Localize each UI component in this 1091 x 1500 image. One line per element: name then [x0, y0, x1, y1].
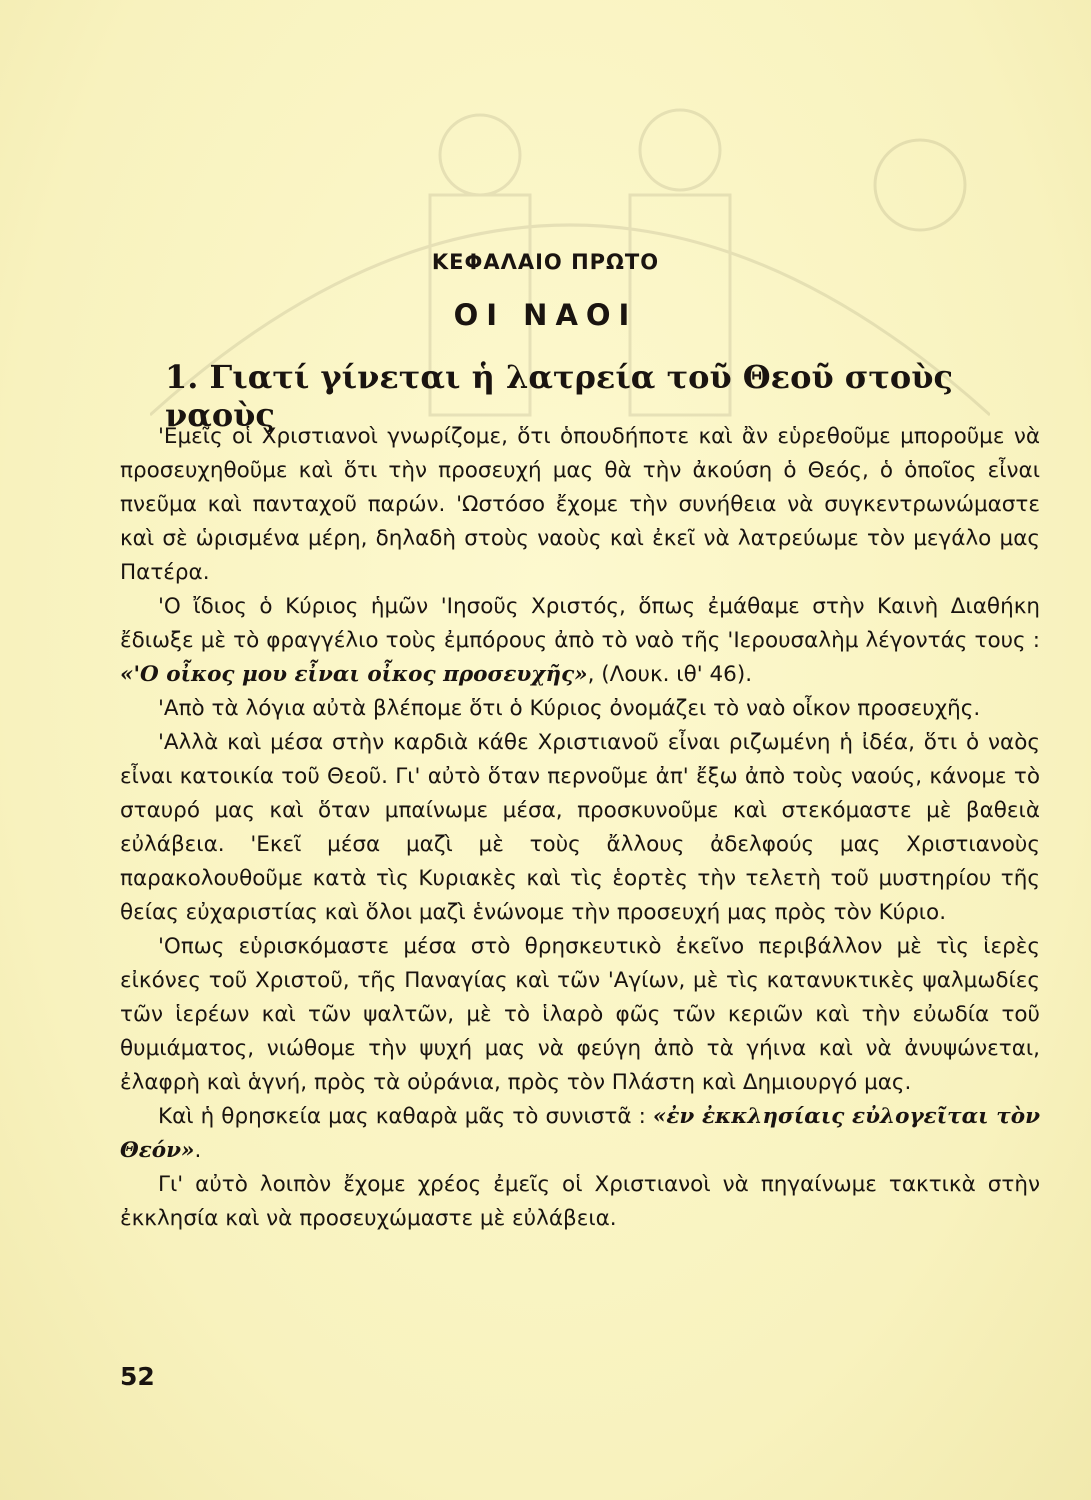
chapter-label: ΚΕΦΑΛΑΙΟ ΠΡΩΤΟ — [431, 250, 660, 274]
paragraph-text: Καὶ ἡ θρησκεία μας καθαρὰ μᾶς τὸ συνιστᾶ : — [158, 1104, 653, 1129]
paragraph: 'Αλλὰ καὶ μέσα στὴν καρδιὰ κάθε Χριστιανοῦ εἶναι ριζωμένη ἡ ἰδέα, ὅτι ὁ ναὸς εἶναι κατοικία τοῦ Θεοῦ. Γι' αὐτὸ ὅταν περνοῦμε ἀπ' ἔξω ἀπὸ τοὺς ναούς, κάνομε τὸ σταυρό μας καὶ ὅταν μπαίνωμε μέσα, προσκυνοῦμε καὶ στεκόμαστε μὲ βαθειὰ εὐλάβεια. 'Εκεῖ μέσα μαζὶ μὲ τοὺς ἄλλους ἀδελφούς μας Χριστιανοὺς παρακολουθοῦμε κατὰ τὶς Κυριακὲς καὶ τὶς ἑορτὲς τὴν τελετὴ τοῦ μυστηρίου τῆς θείας εὐχαριστίας καὶ ὅλοι μαζὶ ἑνώνομε τὴν προσευχή μας πρὸς τὸν Κύριο. — [120, 730, 1040, 925]
scripture-quote: «'Ο οἶκος μου εἶναι οἶκος προσευχῆς» — [120, 662, 588, 687]
paragraph: 'Εμεῖς οἱ Χριστιανοὶ γνωρίζομε, ὅτι ὁπουδήποτε καὶ ἂν εὑρεθοῦμε μποροῦμε νὰ προσευχηθοῦμε καὶ ὅτι τὴν προσευχή μας θὰ τὴν ἀκούση ὁ Θεός, ὁ ὁποῖος εἶναι πνεῦμα καὶ πανταχοῦ παρών. 'Ωστόσο ἔχομε τὴν συνήθεια νὰ συγκεντρωνώμαστε καὶ σὲ ὡρισμένα μέρη, δηλαδὴ στοὺς ναοὺς καὶ ἐκεῖ νὰ λατρεύωμε τὸν μεγάλο μας Πατέρα. — [120, 424, 1040, 585]
scripture-quote: «ἐν ἐκκλησίαις εὐλογεῖται τὸν Θεόν» — [120, 1104, 1040, 1163]
page-title: ΟΙ ΝΑΟΙ — [453, 298, 638, 332]
paragraph — [120, 1100, 1040, 1168]
paragraph-end: . — [194, 1138, 202, 1163]
paragraph — [120, 590, 1040, 692]
page-number: 52 — [120, 1362, 155, 1391]
citation: , (Λουκ. ιθ' 46). — [587, 662, 753, 687]
paragraph: 'Οπως εὑρισκόμαστε μέσα στὸ θρησκευτικὸ ἐκεῖνο περιβάλλον μὲ τὶς ἱερὲς εἰκόνες τοῦ Χριστοῦ, τῆς Παναγίας καὶ τῶν 'Αγίων, μὲ τὶς κατανυκτικὲς ψαλμωδίες τῶν ἱερέων καὶ τῶν ψαλτῶν, μὲ τὸ ἱλαρὸ φῶς τῶν κεριῶν καὶ τὴν εὐωδία τοῦ θυμιάματος, νιώθομε τὴν ψυχή μας νὰ φεύγη ἀπὸ τὰ γήινα καὶ νὰ ἀνυψώνεται, ἐλαφρὴ καὶ ἁγνή, πρὸς τὰ οὐράνια, πρὸς τὸν Πλάστη καὶ Δημιουργό μας. — [120, 934, 1040, 1095]
paragraph: Γι' αὐτὸ λοιπὸν ἔχομε χρέος ἐμεῖς οἱ Χριστιανοὶ νὰ πηγαίνωμε τακτικὰ στὴν ἐκκλησία καὶ νὰ προσευχώμαστε μὲ εὐλάβεια. — [120, 1172, 1040, 1231]
section-heading: 1. Γιατί γίνεται ἡ λατρεία τοῦ Θεοῦ στοὺς ναοὺς — [165, 358, 953, 434]
paragraph: 'Απὸ τὰ λόγια αὐτὰ βλέπομε ὅτι ὁ Κύριος ὀνομάζει τὸ ναὸ οἶκον προσευχῆς. — [158, 696, 981, 721]
body-text — [120, 420, 1040, 1236]
paragraph-text: 'Ο ἴδιος ὁ Κύριος ἡμῶν 'Ιησοῦς Χριστός, ὅπως ἐμάθαμε στὴν Καινὴ Διαθήκη ἔδιωξε μὲ τὸ φραγγέλιο τοὺς ἐμπόρους ἀπὸ τὸ ναὸ τῆς 'Ιερουσαλὴμ λέγοντάς τους : — [120, 594, 1040, 653]
